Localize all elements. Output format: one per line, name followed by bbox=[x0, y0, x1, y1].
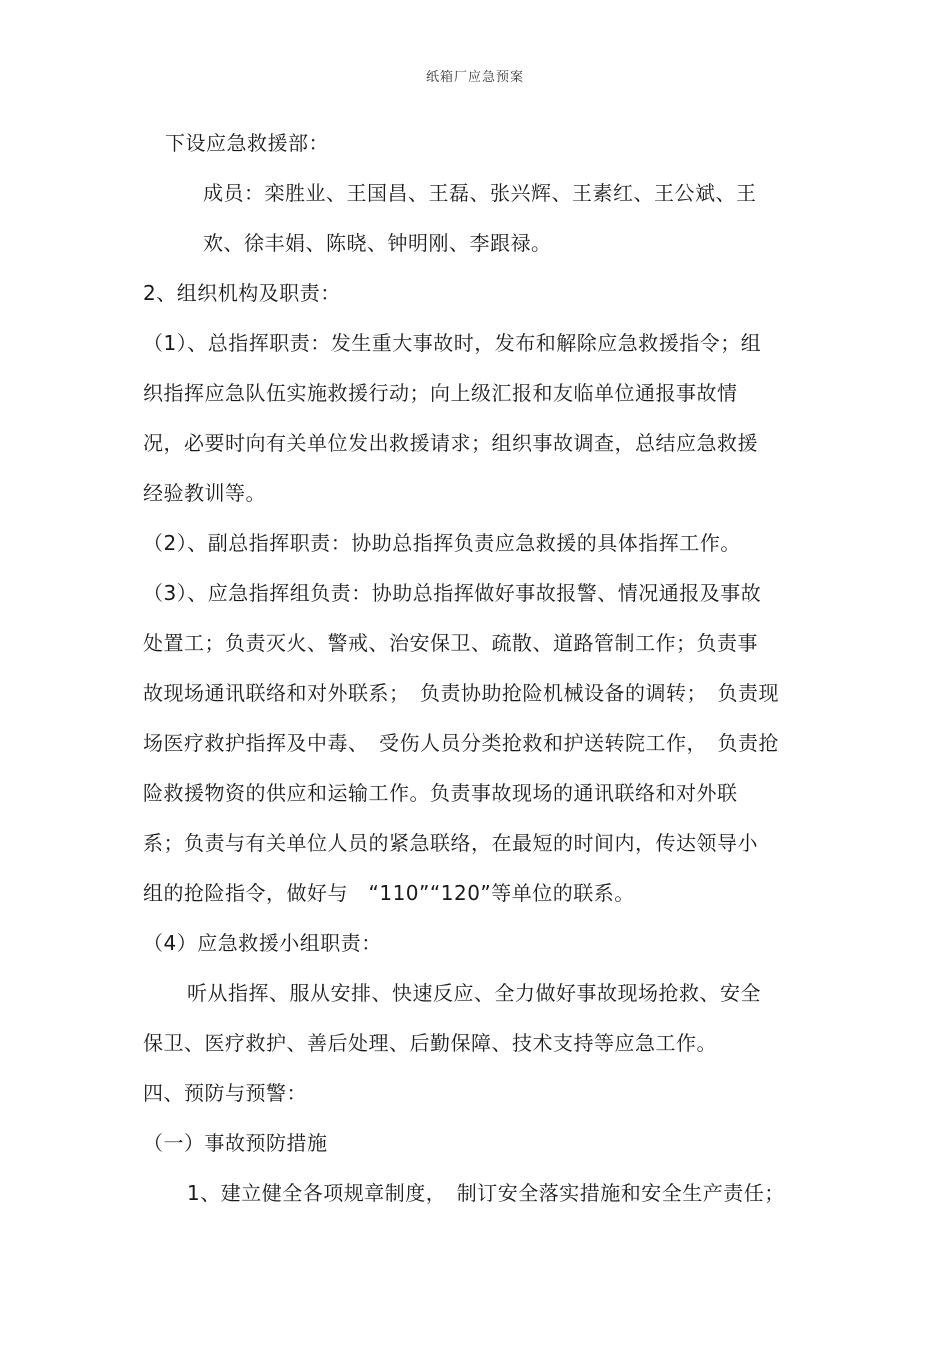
text-line: 保卫、医疗救护、善后处理、后勤保障、技术支持等应急工作。 bbox=[143, 1031, 717, 1055]
text-line: 故现场通讯联络和对外联系； 负责协助抢险机械设备的调转； 负责现 bbox=[143, 681, 779, 705]
text-line: 况，必要时向有关单位发出救援请求；组织事故调查，总结应急救援 bbox=[143, 431, 758, 455]
text-line: 经验教训等。 bbox=[143, 481, 266, 505]
text-line: 织指挥应急队伍实施救援行动；向上级汇报和友临单位通报事故情 bbox=[143, 381, 738, 405]
text-line: 险救援物资的供应和运输工作。负责事故现场的通讯联络和对外联 bbox=[143, 781, 738, 805]
text-line: 听从指挥、服从安排、快速反应、全力做好事故现场抢救、安全 bbox=[187, 981, 761, 1005]
text-line: 处置工；负责灭火、警戒、治安保卫、疏散、道路管制工作；负责事 bbox=[143, 631, 758, 655]
text-line: （1）、总指挥职责：发生重大事故时，发布和解除应急救援指令；组 bbox=[143, 331, 762, 355]
text-line: 系；负责与有关单位人员的紧急联络，在最短的时间内，传达领导小 bbox=[143, 831, 758, 855]
text-line: 欢、徐丰娟、陈晓、钟明刚、李跟禄。 bbox=[203, 231, 552, 255]
text-line: 场医疗救护指挥及中毒、 受伤人员分类抢救和护送转院工作， 负责抢 bbox=[143, 731, 779, 755]
text-line: （一）事故预防措施 bbox=[143, 1131, 328, 1155]
text-line: 2、组织机构及职责： bbox=[143, 281, 341, 305]
text-line: 四、预防与预警： bbox=[143, 1081, 307, 1105]
text-line: 下设应急救援部： bbox=[165, 131, 329, 155]
text-line: 成员：栾胜业、王国昌、王磊、张兴辉、王素红、王公斌、王 bbox=[203, 181, 757, 205]
page-header: 纸箱厂应急预案 bbox=[425, 70, 524, 85]
text-line: 组的抢险指令，做好与 “110”“120”等单位的联系。 bbox=[143, 881, 635, 905]
text-line: （2）、副总指挥职责：协助总指挥负责应急救援的具体指挥工作。 bbox=[143, 531, 741, 555]
text-line: 1、建立健全各项规章制度， 制订安全落实措施和安全生产责任； bbox=[187, 1181, 785, 1205]
text-line: （4）应急救援小组职责： bbox=[143, 931, 382, 955]
text-line: （3）、应急指挥组负责：协助总指挥做好事故报警、情况通报及事故 bbox=[143, 581, 762, 605]
